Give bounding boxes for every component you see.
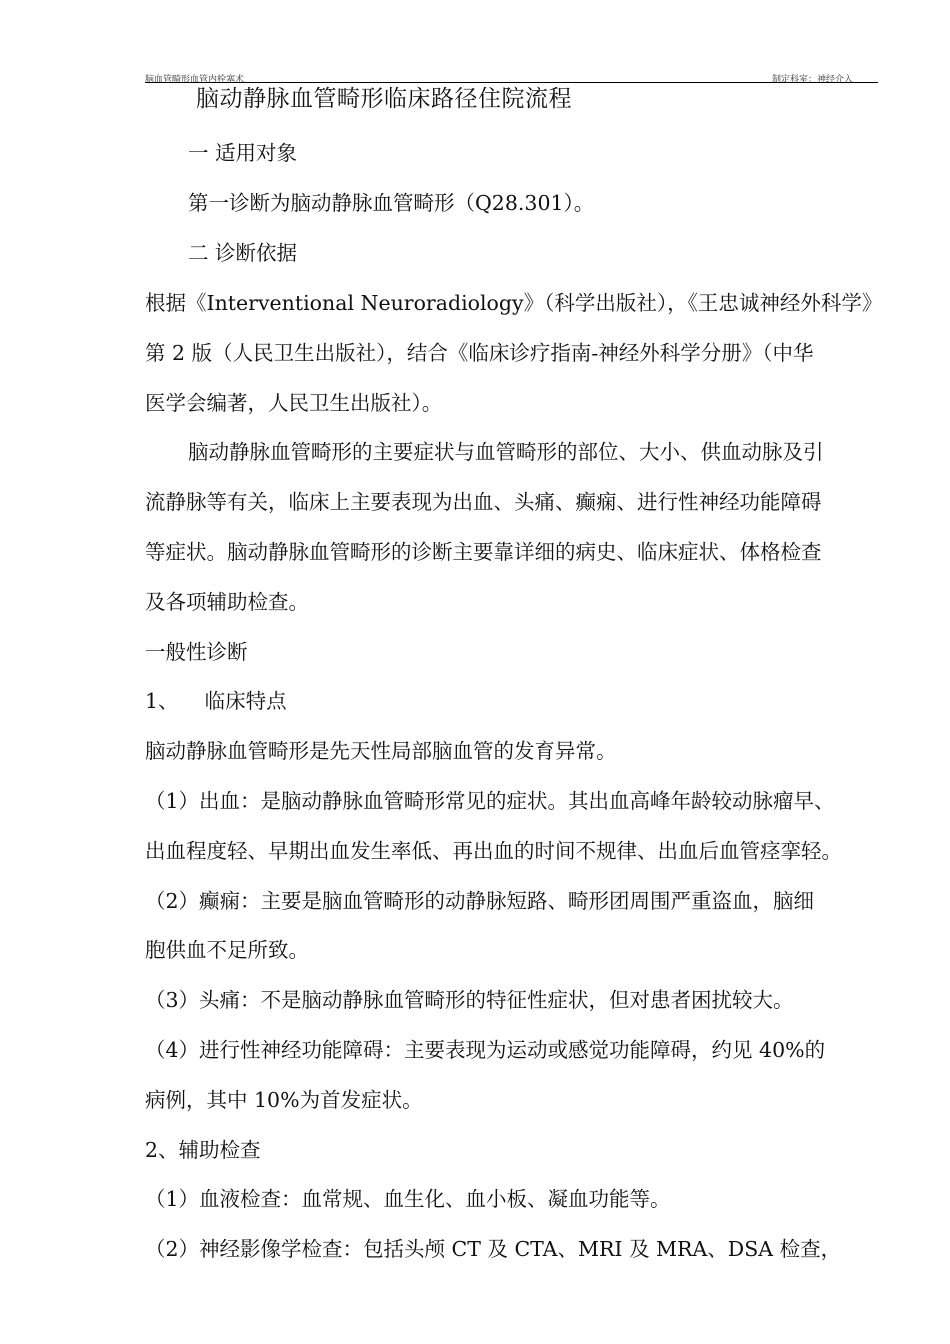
paragraph-line: 病例，其中 10%为首发症状。 [145,1088,423,1112]
paragraph-line: 胞供血不足所致。 [145,938,309,962]
numbered-heading-1: 1、 临床特点 [145,689,287,713]
numbered-heading-2: 2、辅助检查 [145,1138,261,1162]
paragraph-line: 等症状。脑动静脉血管畸形的诊断主要靠详细的病史、临床症状、体格检查 [145,540,822,564]
paragraph-line: （3）头痛：不是脑动静脉血管畸形的特征性症状，但对患者困扰较大。 [145,988,794,1012]
header-right-text: 制定科室：神经介入 [772,75,854,85]
section-heading-1: 一 适用对象 [188,141,298,165]
paragraph-line: （1）血液检查：血常规、血生化、血小板、凝血功能等。 [145,1187,671,1211]
paragraph-line: 根据《Interventional Neuroradiology》（科学出版社），《王忠诚神经外科学》 [145,291,883,315]
paragraph-line: （2）神经影像学检查：包括头颅 CT 及 CTA、MRI 及 MRA、DSA 检查， [145,1237,842,1261]
paragraph-line: 脑动静脉血管畸形的主要症状与血管畸形的部位、大小、供血动脉及引 [188,440,824,464]
subsection-heading: 一般性诊断 [145,640,248,664]
section-heading-2: 二 诊断依据 [188,241,298,265]
paragraph-line: 脑动静脉血管畸形是先天性局部脑血管的发育异常。 [145,739,617,763]
paragraph-line: （2）癫痫：主要是脑血管畸形的动静脉短路、畸形团周围严重盗血，脑细 [145,889,815,913]
document-title: 脑动静脉血管畸形临床路径住院流程 [196,86,572,112]
header-left-text: 脑血管畸形血管内栓塞术 [145,75,245,85]
paragraph-line: （4）进行性神经功能障碍：主要表现为运动或感觉功能障碍，约见 40%的 [145,1038,826,1062]
paragraph-line: 第一诊断为脑动静脉血管畸形（Q28.301）。 [188,191,595,215]
paragraph-line: 第 2 版（人民卫生出版社），结合《临床诊疗指南-神经外科学分册》（中华 [145,341,814,365]
paragraph-line: 出血程度轻、早期出血发生率低、再出血的时间不规律、出血后血管痉挛轻。 [145,839,842,863]
paragraph-line: 流静脉等有关，临床上主要表现为出血、头痛、癫痫、进行性神经功能障碍 [145,490,822,514]
paragraph-line: 及各项辅助检查。 [145,590,309,614]
paragraph-line: （1）出血：是脑动静脉血管畸形常见的症状。其出血高峰年龄较动脉瘤早、 [145,789,835,813]
paragraph-line: 医学会编著，人民卫生出版社）。 [145,391,443,415]
